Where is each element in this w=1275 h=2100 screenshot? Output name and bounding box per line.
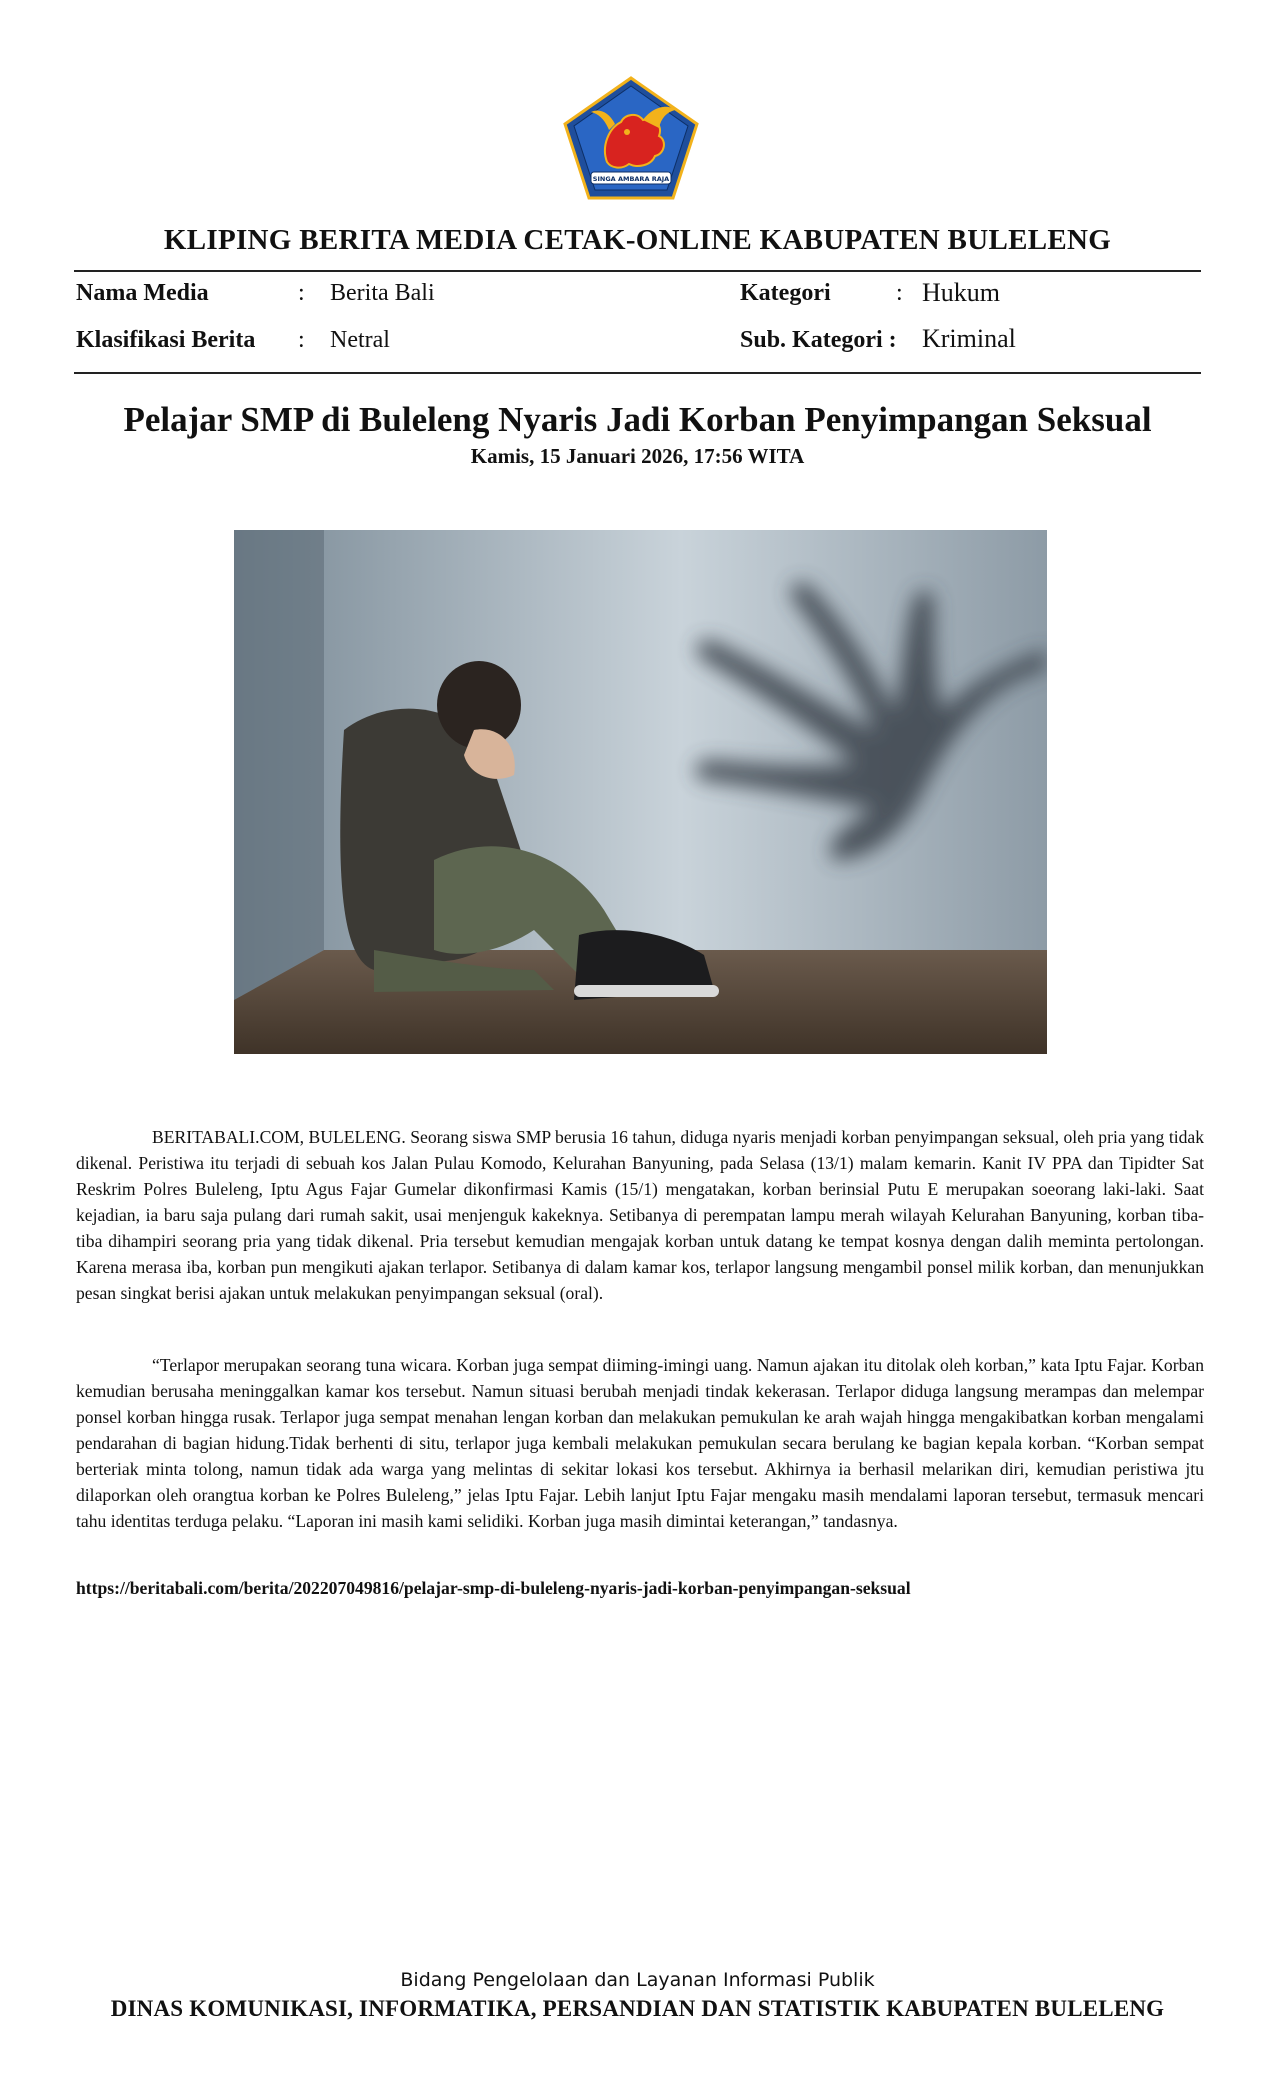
footer-agency: DINAS KOMUNIKASI, INFORMATIKA, PERSANDIAN DAN STATISTIK KABUPATEN BULELENG [110,1996,1165,2021]
category-colon: : [896,280,903,306]
subcategory-label: Sub. Kategori : [740,327,897,353]
classification-label: Klasifikasi Berita [76,327,256,353]
article-photo [234,530,1047,1054]
header-divider-bottom [74,372,1201,374]
classification-colon: : [298,327,305,353]
media-name-value: Berita Bali [330,280,435,306]
article-date: Kamis, 15 Januari 2026, 17:56 WITA [470,444,805,468]
category-value: Hukum [922,278,1000,307]
footer-division: Bidang Pengelolaan dan Layanan Informasi Publik [400,1969,875,1991]
clipping-header-title: KLIPING BERITA MEDIA CETAK-ONLINE KABUPATEN BULELENG [163,224,1112,256]
article-body-2 [76,1352,1204,1534]
article-paragraph-2: “Terlapor merupakan seorang tuna wicara. Korban juga sempat diiming-imingi uang. Namun ajakan itu ditolak oleh korban,” kata Iptu Fajar. Korban kemudian berusaha meninggalkan kamar kos tersebut. Namun situasi berubah menjadi tindak kekerasan. Terlapor diduga langsung merampas dan melempar ponsel korban hingga rusak. Terlapor juga sempat menahan lengan korban dan melakukan pemukulan ke arah wajah hingga mengakibatkan korban mengalami pendarahan di bagian hidung.Tidak berhenti di situ, terlapor juga kembali melakukan pemukulan secara berulang ke bagian kepala korban. “Korban sempat berteriak minta tolong, namun tidak ada warga yang melintas di sekitar lokasi kos tersebut. Akhirnya ia berhasil melarikan diri, kemudian peristiwa jtu dilaporkan oleh orangtua korban ke Polres Buleleng,” jelas Iptu Fajar. Lebih lanjut Iptu Fajar mengaku masih mendalami laporan tersebut, termasuk mencari tahu identitas terduga pelaku. “Laporan ini masih kami selidiki. Korban juga masih dimintai keterangan,” tandasnya. [76,1355,1204,1531]
subcategory-value: Kriminal [922,324,1016,353]
logo-motto: SINGA AMBARA RAJA [592,175,670,183]
media-name-colon: : [298,280,305,306]
source-url-link[interactable]: https://beritabali.com/berita/202207049816/pelajar-smp-di-buleleng-nyaris-jadi-korban-penyimpangan-seksual [76,1578,911,1598]
article-body [76,1124,1204,1306]
header-divider-top [74,270,1201,272]
article-headline: Pelajar SMP di Buleleng Nyaris Jadi Korban Penyimpangan Seksual [123,400,1152,439]
category-label: Kategori [740,280,831,306]
media-name-label: Nama Media [76,280,209,306]
classification-value: Netral [330,327,390,353]
buleleng-regency-logo [563,76,699,200]
article-paragraph-1: BERITABALI.COM, BULELENG. Seorang siswa SMP berusia 16 tahun, diduga nyaris menjadi korban penyimpangan seksual, oleh pria yang tidak dikenal. Peristiwa itu terjadi di sebuah kos Jalan Pulau Komodo, Kelurahan Banyuning, pada Selasa (13/1) malam kemarin. Kanit IV PPA dan Tipidter Sat Reskrim Polres Buleleng, Iptu Agus Fajar Gumelar dikonfirmasi Kamis (15/1) mengatakan, korban berinsial Putu E merupakan soeorang laki-laki. Saat kejadian, ia baru saja pulang dari rumah sakit, usai menjenguk kakeknya. Setibanya di perempatan lampu merah wilayah Kelurahan Banyuning, korban tiba-tiba dihampiri seorang pria yang tidak dikenal. Pria tersebut kemudian mengajak korban untuk datang ke tempat kosnya dengan dalih meminta pertolongan. Karena merasa iba, korban pun mengikuti ajakan terlapor. Setibanya di dalam kamar kos, terlapor langsung mengambil ponsel milik korban, dan menunjukkan pesan singkat berisi ajakan untuk melakukan penyimpangan seksual (oral). [76,1127,1204,1303]
